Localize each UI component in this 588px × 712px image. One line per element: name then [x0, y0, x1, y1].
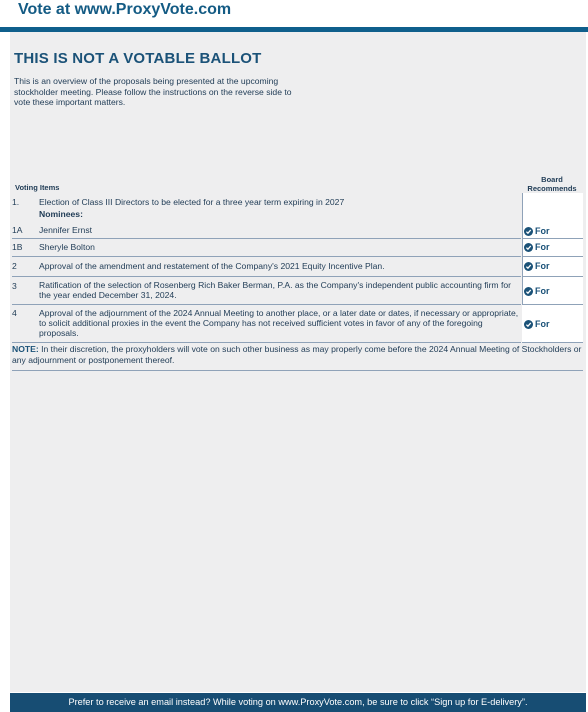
table-row [12, 257, 521, 277]
nominees-label: Nominees: [39, 209, 83, 219]
item-number: 3 [12, 281, 17, 291]
footer-banner: Prefer to receive an email instead? While voting on www.ProxyVote.com, be sure to click “Sign up for E-delivery”. [10, 693, 586, 712]
item-number: 1A [12, 225, 23, 235]
recommendation-label: For [535, 261, 550, 271]
voting-items-header: Voting Items [15, 183, 60, 192]
checkmark-icon [524, 262, 533, 271]
table-row [12, 221, 521, 239]
recommendation-label: For [535, 319, 550, 329]
table-row [12, 277, 521, 305]
rec-cell [522, 239, 583, 257]
recommendation-label: For [535, 286, 550, 296]
checkmark-icon [524, 320, 533, 329]
table-row-item-1 [12, 193, 521, 221]
note-divider [12, 370, 583, 371]
recommendation-for [524, 319, 550, 329]
item-text: Election of Class III Directors to be elected for a three year term expiring in 2027 [39, 197, 345, 207]
item-text: Ratification of the selection of Rosenberg Rich Baker Berman, P.A. as the Company's independent public accounting firm for the year ended December 31, 2024. [39, 280, 512, 300]
table-row [12, 239, 521, 257]
item-text: Approval of the amendment and restatement of the Company's 2021 Equity Incentive Plan. [39, 261, 385, 271]
item-number: 4 [12, 308, 17, 318]
checkmark-icon [524, 227, 533, 236]
rec-cell [522, 221, 583, 239]
board-recommends-header [520, 176, 584, 193]
recommendation-for [524, 242, 550, 252]
header-title: Vote at www.ProxyVote.com [18, 1, 232, 18]
intro-text: This is an overview of the proposals being presented at the upcoming stockholder meeting. Please follow the instructions on the reverse side to vote these important matters. [14, 76, 292, 108]
item-text: Sheryle Bolton [39, 242, 95, 252]
rec-cell-empty [522, 193, 583, 221]
note-body: In their discretion, the proxyholders will vote on such other business as may properly come before the 2024 Annual Meeting of Stockholders or any adjournment or postponement thereof. [12, 344, 582, 365]
note-text [12, 344, 586, 365]
table-row [12, 305, 521, 343]
recommendation-for [524, 286, 550, 296]
recommendation-for [524, 226, 550, 236]
note-label: NOTE: [12, 344, 39, 354]
item-text: Jennifer Ernst [39, 225, 93, 235]
rec-cell [522, 305, 583, 343]
item-number: 1B [12, 242, 23, 252]
board-header-line1: Board [541, 175, 563, 184]
item-number: 1. [12, 197, 20, 207]
ballot-title: THIS IS NOT A VOTABLE BALLOT [14, 50, 262, 67]
rec-cell [522, 277, 583, 305]
checkmark-icon [524, 243, 533, 252]
item-number: 2 [12, 261, 17, 271]
rec-cell [522, 257, 583, 277]
recommendation-label: For [535, 226, 550, 236]
item-text: Approval of the adjournment of the 2024 Annual Meeting to another place, or a later date or dates, if necessary or appropriate, to solicit additional proxies in the event the Company has not received sufficient votes in favor of any of the foregoing proposals. [39, 308, 519, 338]
column-divider [522, 193, 523, 305]
top-header [0, 0, 588, 28]
recommendation-for [524, 261, 550, 271]
checkmark-icon [524, 287, 533, 296]
board-header-line2: Recommends [527, 183, 577, 193]
recommendation-label: For [535, 242, 550, 252]
